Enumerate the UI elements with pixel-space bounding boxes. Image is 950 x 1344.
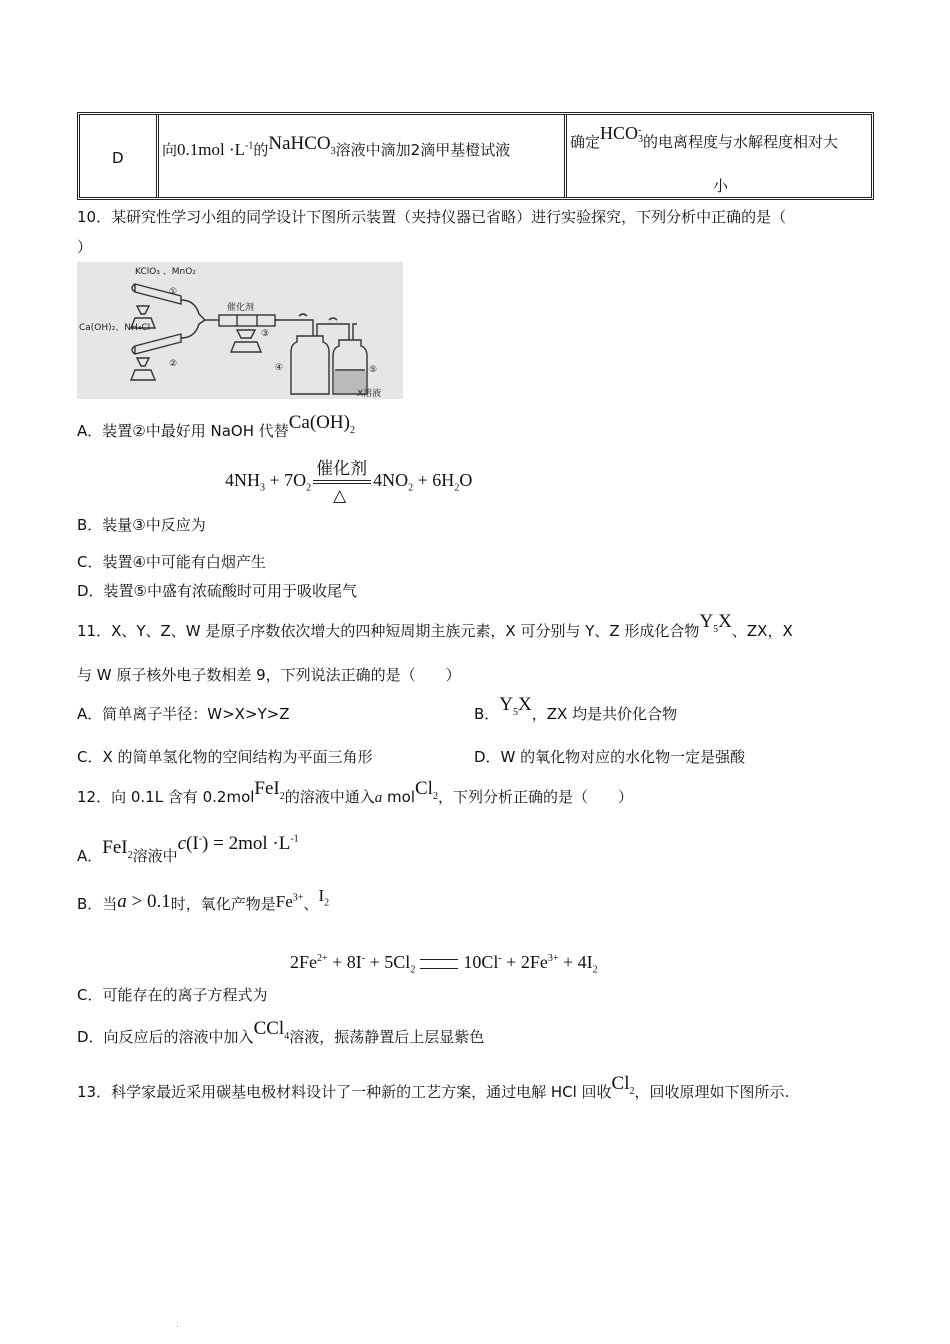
experiment-table-row [77,112,874,200]
q10-option-d: D．装置⑤中盛有浓硫酸时可用于吸收尾气 [77,582,357,600]
operation-mid: 的 [253,141,269,159]
operation-pre: 向 [162,141,178,159]
caoh2-formula: $Ca(OH)_2$ [288,412,355,436]
table-divider [156,115,159,197]
purpose-cell [570,123,839,152]
q10-option-b: B．装量③中反应为 [77,516,206,534]
ccl4-formula: CCl$_4$ [253,1018,290,1042]
operation-post: 溶液中滴加2滴甲基橙试液 [335,141,511,159]
fig-label-n3: ③ [261,329,270,339]
fe3-ion: $Fe^{3+}$ [275,892,304,911]
q12-option-a: A．FeI$_2$溶液中$c(I^-) = 2mol \cdot L^{-1}$ [77,833,299,865]
apparatus-figure [77,262,403,399]
row-label: D [112,149,124,167]
q12-option-d: D．向反应后的溶液中加入CCl$_4$溶液，振荡静置后上层显紫色 [77,1018,485,1046]
q11-option-c: C．X 的简单氢化物的空间结构为平面三角形 [77,748,373,766]
footer-mark: · [176,1322,180,1333]
table-divider [564,115,567,197]
operation-cell [162,133,511,163]
y5x-formula-b: $Y_5X$ [499,694,532,718]
q11-stem-line1: 11．X、Y、Z、W 是原子序数依次增大的四种短周期主族元素，X 可分别与 Y、Z 形成化合物$Y_5X$、ZX，X [77,611,793,640]
fig-label-n1: ① [169,287,178,297]
i2-formula: $I_2$ [318,886,330,909]
concentration-expression: $c(I^-) = 2mol \cdot L^{-1}$ [177,833,299,854]
fei2-formula-a: FeI$_2$ [102,837,133,861]
hco3-formula: HCO - 3 [600,123,644,145]
fig-label-solution: X溶液 [357,389,382,399]
cl2-formula-q13: $Cl_2$ [611,1073,635,1097]
q12-option-b: B．当a > 0.1时，氧化产物是$Fe^{3+}$、$I_2$ [77,886,330,913]
q10-option-c: C．装置④中可能有白烟产生 [77,553,266,571]
q12-option-c: C．可能存在的离子方程式为 [77,986,268,1004]
q10-stem-line2: ） [77,238,93,256]
q10-option-b-equation: $4NH_3 + 7O_2$ 催化剂 △ $4NO_2 + 6H_2O$ [225,458,473,505]
q10-stem-line1: 10．某研究性学习小组的同学设计下图所示装置（夹持仪器已省略）进行实验探究，下列分析中正确的是（ [77,208,787,226]
q13-stem: 13．科学家最近采用碳基电极材料设计了一种新的工艺方案，通过电解 HCl 回收$Cl_2$，回收原理如下图所示. [77,1073,790,1101]
purpose-line2: 小 [713,177,729,195]
q11-option-b: B．$Y_5X$，ZX 均是共价化合物 [474,694,678,723]
apparatus-drawing [77,262,403,399]
y5x-formula: $Y_5X$ [699,611,732,635]
fei2-formula: FeI$_2$ [254,778,285,802]
fig-label-left: Ca(OH)₂、NH₄Cl [79,323,151,333]
fig-label-catalyst: 催化剂 [227,303,255,313]
q12-stem: 12．向 0.1L 含有 0.2molFeI$_2$的溶液中通入a molCl$_2$，下列分析正确的是（ ） [77,778,633,806]
condition-expression: a > 0.1 [117,891,171,912]
equal-sign [420,959,458,969]
cl2-formula: $Cl_2$ [415,778,438,802]
fig-label-n4: ④ [275,363,284,373]
q10-option-a: A．装置②中最好用 NaOH 代替$Ca(OH)_2$ [77,412,355,440]
reaction-arrow: 催化剂 △ [313,472,371,492]
operation-conc: $0.1mol \cdot L^{-1}$ [177,140,254,159]
fig-label-top: KClO₃ 、MnO₂ [135,267,196,277]
nahco3-formula: NaHCO$_3$ [268,133,336,157]
q11-option-d: D．W 的氧化物对应的水化物一定是强酸 [474,748,746,766]
purpose-post: 的电离程度与水解程度相对大 [643,133,839,151]
purpose-pre: 确定 [570,133,601,151]
fig-label-n2: ② [169,359,178,369]
q12-option-c-equation: $2Fe^{2+} + 8I^- + 5Cl_2$ $10Cl^- + 2Fe^{3+} + 4I_2$ [290,952,598,976]
fig-label-n5: ⑤ [369,365,378,375]
q11-option-a: A．简单离子半径：W>X>Y>Z [77,705,290,723]
q11-stem-line2: 与 W 原子核外电子数相差 9，下列说法正确的是（ ） [77,666,461,684]
